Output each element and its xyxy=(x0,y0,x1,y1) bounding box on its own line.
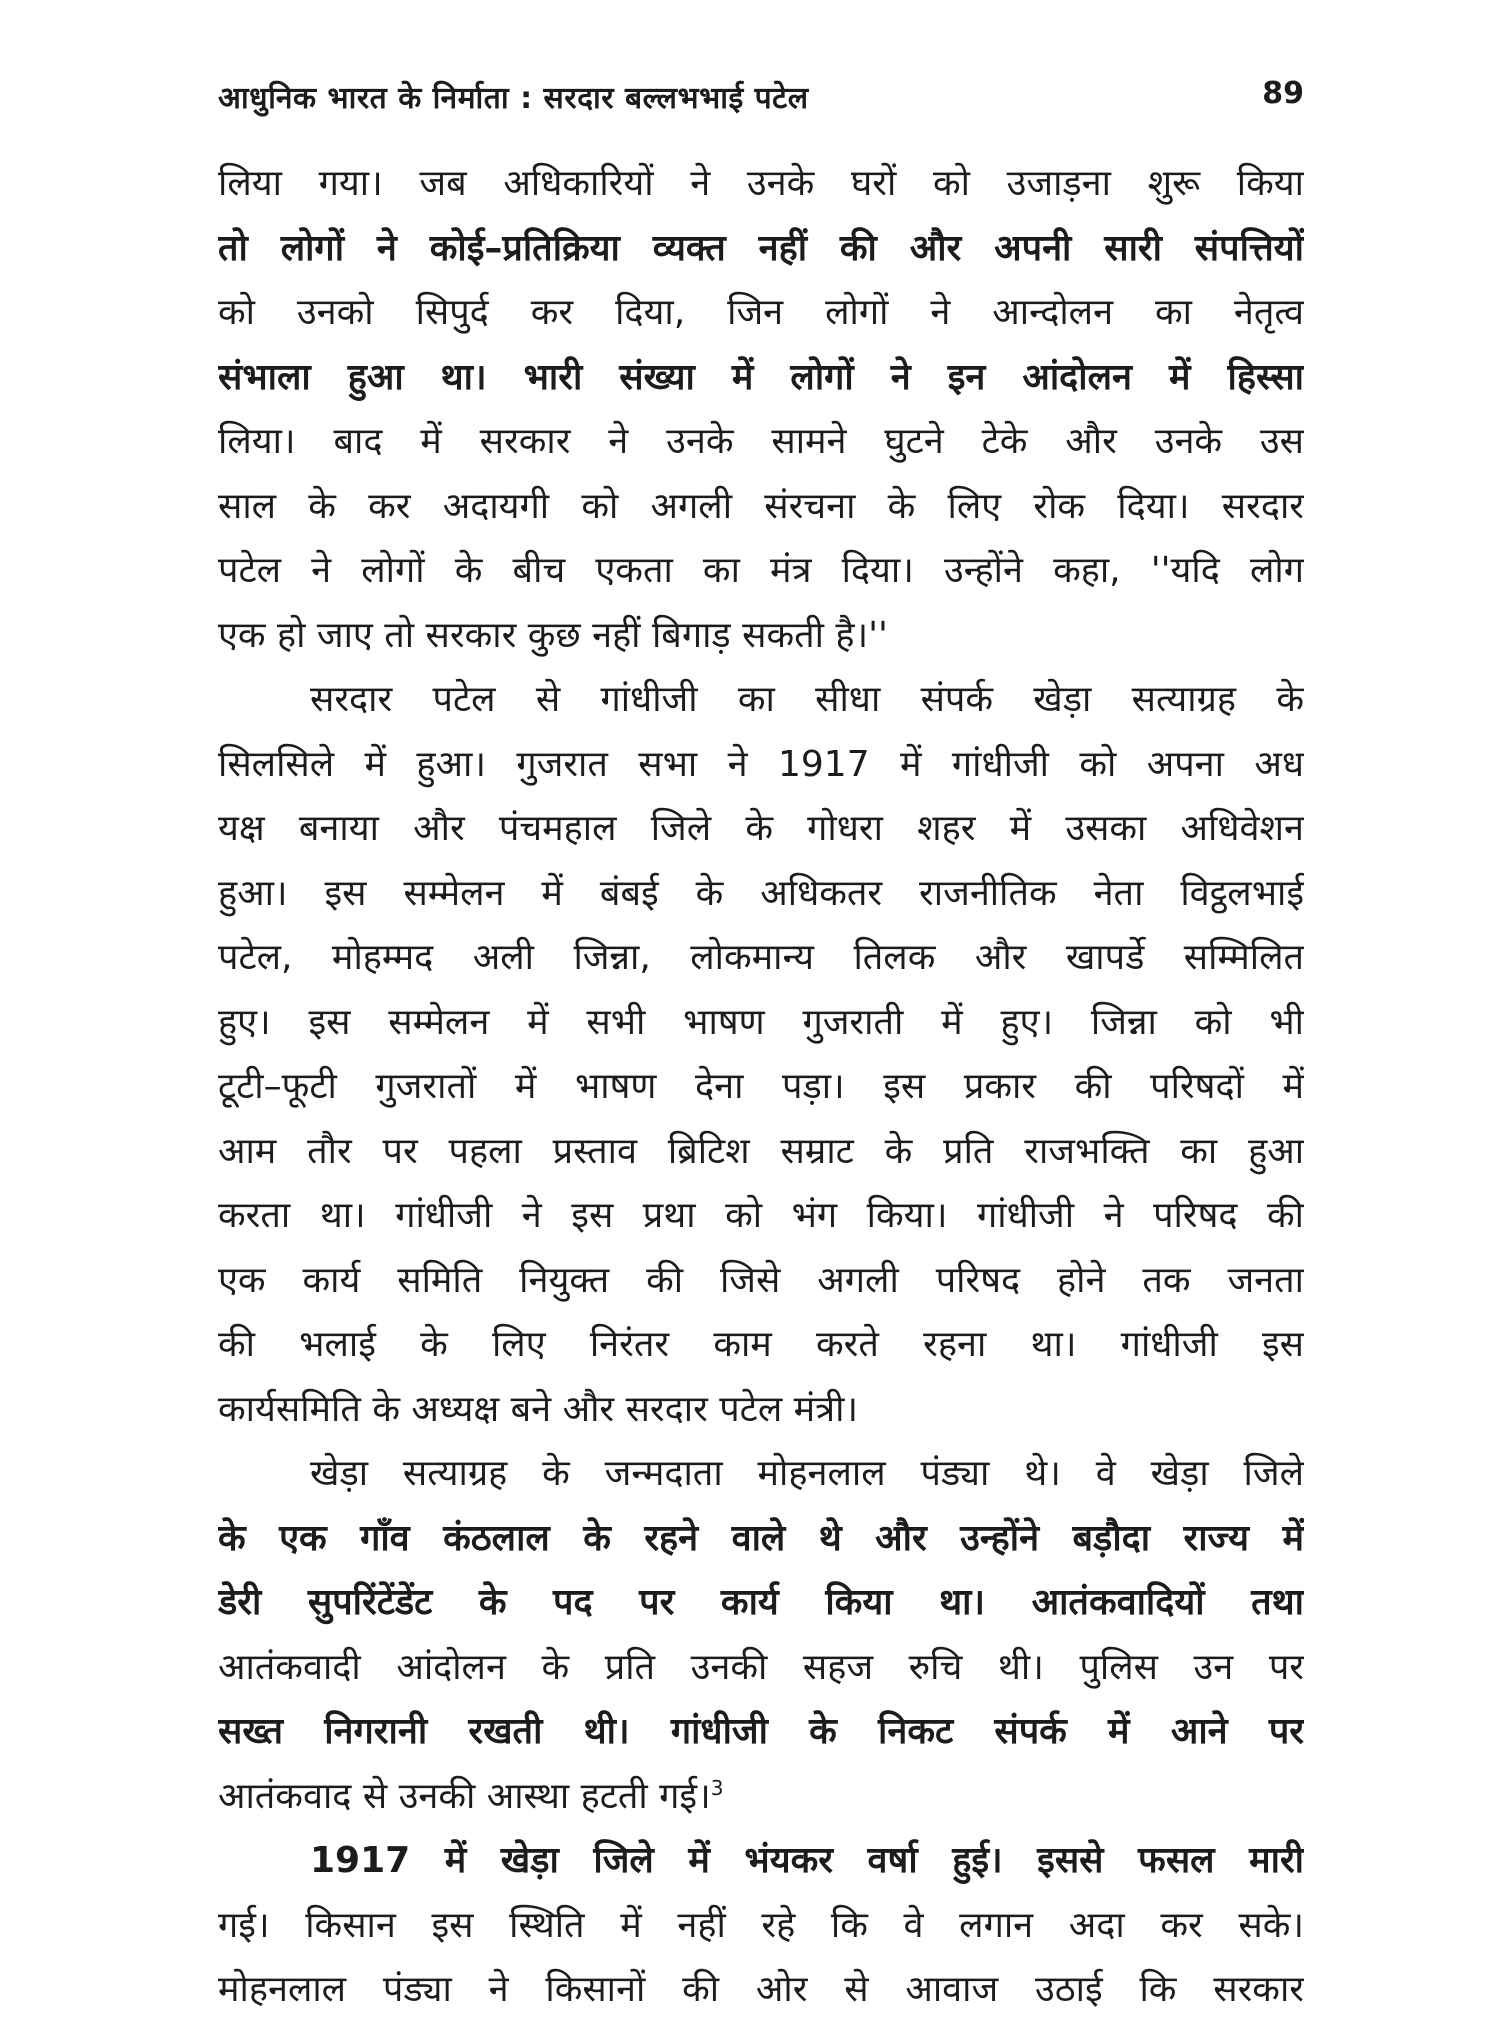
text-line: डेरी सुपरिंटेंडेंट के पद पर कार्य किया था। आतंकवादियों तथा xyxy=(218,1582,1304,1623)
paragraph xyxy=(218,1442,1304,1829)
text-line: आतंकवादी आंदोलन के प्रति उनकी सहज रुचि थी। पुलिस उन पर xyxy=(218,1646,1304,1688)
text-line: पटेल ने लोगों के बीच एकता का मंत्र दिया। उन्होंने कहा, ''यदि लोग xyxy=(218,550,1304,591)
header-title: आधुनिक भारत के निर्माता : सरदार बल्लभभाई पटेल xyxy=(218,81,809,116)
text-line: 1917 में खेड़ा जिले में भंयकर वर्षा हुई। इससे फसल मारी xyxy=(310,1840,1304,1881)
text-line: तो लोगों ने कोई–प्रतिक्रिया व्यक्त नहीं की और अपनी सारी संपत्तियों xyxy=(218,227,1304,269)
text-line: संभाला हुआ था। भारी संख्या में लोगों ने इन आंदोलन में हिस्सा xyxy=(218,356,1304,398)
text-line: हुए। इस सम्मेलन में सभी भाषण गुजराती में हुए। जिन्ना को भी xyxy=(218,1001,1304,1043)
text-line: यक्ष बनाया और पंचमहाल जिले के गोधरा शहर में उसका अधिवेशन xyxy=(218,808,1304,849)
text-line: सरदार पटेल से गांधीजी का सीधा संपर्क खेड़ा सत्याग्रह के xyxy=(310,679,1304,720)
text-line: कार्यसमिति के अध्यक्ष बने और सरदार पटेल मंत्री। xyxy=(218,1388,859,1430)
paragraph xyxy=(218,152,1304,668)
text-line: लिया गया। जब अधिकारियों ने उनके घरों को उजाड़ना शुरू किया xyxy=(218,163,1304,204)
text-line: आम तौर पर पहला प्रस्ताव ब्रिटिश सम्राट के प्रति राजभक्ति का हुआ xyxy=(218,1130,1304,1172)
page-number: 89 xyxy=(1262,76,1304,111)
text-line-content: आतंकवाद से उनकी आस्था हटती गई। xyxy=(218,1775,711,1817)
body-text xyxy=(218,152,1304,2023)
text-line: के एक गाँव कंठलाल के रहने वाले थे और उन्होंने बड़ौदा राज्य में xyxy=(218,1517,1304,1559)
text-line: खेड़ा सत्याग्रह के जन्मदाता मोहनलाल पंड्या थे। वे खेड़ा जिले xyxy=(310,1453,1304,1494)
text-line: साल के कर अदायगी को अगली संरचना के लिए रोक दिया। सरदार xyxy=(218,485,1304,527)
text-line: टूटी–फूटी गुजरातों में भाषण देना पड़ा। इस प्रकार की परिषदों में xyxy=(218,1066,1304,1107)
running-header xyxy=(218,76,1304,136)
text-line: सख्त निगरानी रखती थी। गांधीजी के निकट संपर्क में आने पर xyxy=(218,1711,1304,1752)
text-line: एक कार्य समिति नियुक्त की जिसे अगली परिषद होने तक जनता xyxy=(218,1259,1304,1301)
text-line: को उनको सिपुर्द कर दिया, जिन लोगों ने आन्दोलन का नेतृत्व xyxy=(218,292,1304,333)
text-line: पटेल, मोहम्मद अली जिन्ना, लोकमान्य तिलक और खापर्डे सम्मिलित xyxy=(218,937,1304,978)
text-line: गई। किसान इस स्थिति में नहीं रहे कि वे लगान अदा कर सके। xyxy=(218,1904,1304,1946)
text-line: मोहनलाल पंड्या ने किसानों की ओर से आवाज उठाई कि सरकार xyxy=(218,1969,1304,2010)
footnote-reference: 3 xyxy=(710,1775,724,1800)
text-line: एक हो जाए तो सरकार कुछ नहीं बिगाड़ सकती है।'' xyxy=(218,614,888,656)
paragraph xyxy=(218,668,1304,1442)
text-line xyxy=(218,1765,1304,1830)
text-line: हुआ। इस सम्मेलन में बंबई के अधिकतर राजनीतिक नेता विट्ठलभाई xyxy=(218,872,1304,914)
text-line: करता था। गांधीजी ने इस प्रथा को भंग किया। गांधीजी ने परिषद की xyxy=(218,1195,1304,1236)
text-line: सिलसिले में हुआ। गुजरात सभा ने 1917 में गांधीजी को अपना अध xyxy=(218,743,1304,785)
paragraph xyxy=(218,1829,1304,2023)
text-line: की भलाई के लिए निरंतर काम करते रहना था। गांधीजी इस xyxy=(218,1324,1304,1365)
text-line: लिया। बाद में सरकार ने उनके सामने घुटने टेके और उनके उस xyxy=(218,421,1304,462)
